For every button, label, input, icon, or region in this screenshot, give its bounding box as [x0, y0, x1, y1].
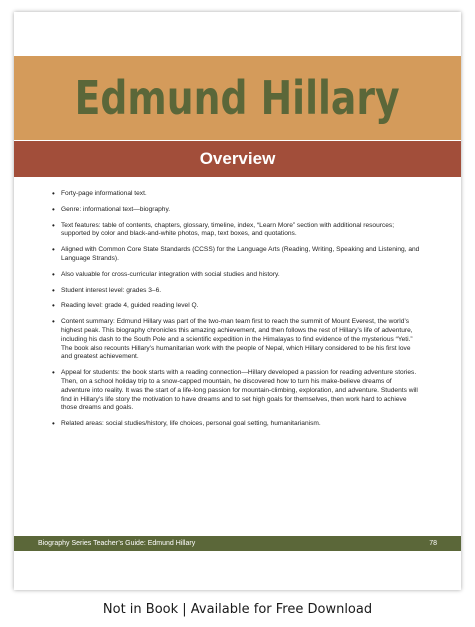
list-item	[52, 190, 422, 199]
list-item-text: Genre: informational text—biography.	[61, 205, 171, 213]
bullet-icon: •	[52, 419, 55, 429]
bullet-icon: •	[52, 285, 55, 295]
list-item	[52, 420, 422, 429]
list-item	[52, 318, 422, 362]
bullet-icon: •	[52, 269, 55, 279]
document-page	[14, 12, 461, 590]
bullet-icon: •	[52, 189, 55, 198]
list-item-text: Text features: table of contents, chapters, glossary, timeline, index, “Learn More” section with additional resources; supported by color and black-and-white photos, map, text boxes, and quotations.	[61, 221, 395, 238]
list-item-text: Reading level: grade 4, guided reading level Q.	[61, 302, 199, 310]
list-item	[52, 302, 422, 311]
list-item-text: Also valuable for cross-curricular integration with social studies and history.	[61, 270, 280, 278]
list-item	[52, 369, 422, 413]
download-caption: Not in Book | Available for Free Download	[102, 602, 373, 617]
list-item	[52, 246, 422, 264]
list-item-text: Student interest level: grades 3–6.	[61, 286, 162, 294]
page-number: 78	[429, 540, 437, 547]
bullet-icon: •	[52, 245, 55, 255]
page-title: Edmund Hillary	[75, 71, 400, 125]
bullet-list	[52, 190, 422, 436]
list-item-text: Appeal for students: the book starts with a reading connection—Hillary developed a passion for reading adventure stories. Then, on a school holiday trip to a snow-capped mountain, he discovered how to turn his make-believe dreams of adventure into reality. It was the start of a life-long passion for mountain-climbing, exploration, and adventure. Students will find in Hillary’s life story the motivation to have dreams and to set high goals for themselves, then work hard to achieve those dreams and goals.	[61, 369, 418, 412]
bullet-icon: •	[52, 317, 55, 327]
bullet-icon: •	[52, 220, 55, 230]
section-heading: Overview	[199, 149, 276, 168]
list-item-text: Related areas: social studies/history, life choices, personal goal setting, humanitarianism.	[61, 420, 321, 428]
list-item-text: Aligned with Common Core State Standards (CCSS) for the Language Arts (Reading, Writing, Speaking and Listening, and Language Strands).	[61, 246, 420, 262]
list-item	[52, 287, 422, 296]
bullet-icon: •	[52, 204, 55, 214]
page-footer	[14, 536, 461, 551]
list-item-text: Forty-page informational text.	[61, 190, 147, 197]
bullet-icon: •	[52, 301, 55, 311]
footer-title: Biography Series Teacher’s Guide: Edmund Hillary	[38, 540, 196, 547]
list-item	[52, 206, 422, 215]
section-banner	[14, 141, 461, 177]
bullet-icon: •	[52, 368, 55, 378]
list-item-text: Content summary: Edmund Hillary was part of the two-man team first to reach the summit of Mount Everest, the world’s highest peak. This biography chronicles this amazing achievement, and then follows the rest of Hillary’s life of adventure, including his dash to the South Pole and a scientific expedition in the Himalayas to find evidence of the mysterious “Yeti.” The book also recounts Hillary’s humanitarian work with the people of Nepal, which Hillary considered to be his first love and greatest achievement.	[61, 318, 413, 361]
list-item	[52, 222, 422, 240]
list-item	[52, 271, 422, 280]
title-banner	[14, 56, 461, 140]
